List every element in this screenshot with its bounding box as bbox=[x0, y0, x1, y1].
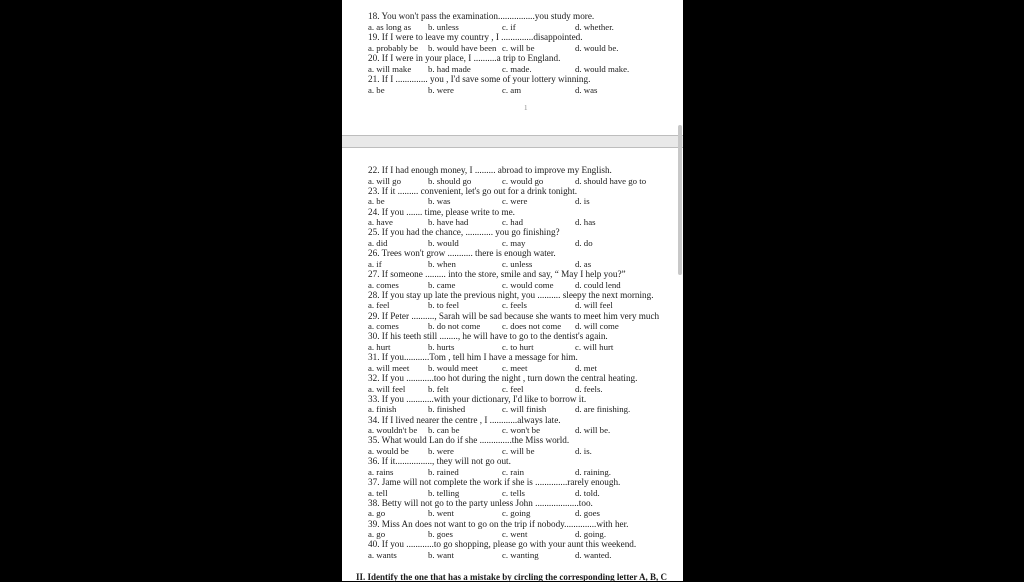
answer-option: b. unless bbox=[428, 21, 459, 32]
answer-option: c. rain bbox=[502, 466, 524, 477]
vertical-scrollbar-thumb[interactable] bbox=[678, 125, 682, 275]
question-text: 37. Jame will not complete the work if she is ..............rarely enough. bbox=[368, 477, 621, 487]
answer-option: a. finish bbox=[368, 404, 397, 415]
answer-option: b. would bbox=[428, 237, 459, 248]
answer-option: d. was bbox=[575, 84, 598, 95]
answer-option: b. to feel bbox=[428, 300, 460, 311]
page-number: 1 bbox=[524, 104, 528, 112]
answer-option: a. will feel bbox=[368, 383, 406, 394]
question-text: 36. If it................, they will not go out. bbox=[368, 456, 511, 467]
answer-option: d. going. bbox=[575, 529, 607, 540]
answer-option: c. to hurt bbox=[502, 341, 534, 352]
answer-option: b. went bbox=[428, 508, 454, 519]
question-text: 34. If I lived nearer the centre , I ............always late. bbox=[368, 414, 561, 425]
question-text: 30. If his teeth still ........, he will have to go to the dentist's again. bbox=[368, 331, 608, 342]
answer-option: d. do bbox=[575, 237, 593, 248]
question-text: 28. If you stay up late the previous night, you .......... sleepy the next morning. bbox=[368, 289, 654, 300]
answer-option: c. am bbox=[502, 84, 522, 95]
answer-option: d. told. bbox=[575, 487, 600, 498]
answer-option: a. go bbox=[368, 529, 386, 540]
answer-option: b. hurts bbox=[428, 341, 455, 352]
answer-option: b. when bbox=[428, 258, 456, 269]
question-text: 33. If you ............with your dictionary, I'd like to borrow it. bbox=[368, 393, 587, 404]
answer-option: d. wanted. bbox=[575, 549, 612, 560]
question-text: 26. Trees won't grow ........... there is enough water. bbox=[368, 248, 556, 259]
answer-option: b. came bbox=[428, 279, 456, 290]
answer-option: b. telling bbox=[428, 487, 460, 498]
answer-option: a. will go bbox=[368, 175, 401, 186]
answer-option: b. was bbox=[428, 196, 451, 207]
answer-option: a. have bbox=[368, 217, 393, 228]
answer-option: c. will be bbox=[502, 445, 535, 456]
page-separator bbox=[342, 135, 683, 148]
answer-option: a. feel bbox=[368, 300, 390, 311]
answer-option: b. want bbox=[428, 549, 454, 560]
answer-option: d. feels. bbox=[575, 383, 603, 394]
question-text: 29. If Peter .........., Sarah will be sad because she wants to meet him very much bbox=[368, 310, 660, 321]
answer-option: a. tell bbox=[368, 487, 388, 498]
document-page-1 bbox=[342, 0, 683, 135]
question-text: 18. You won't pass the examination................you study more. bbox=[368, 11, 595, 21]
answer-option: d. goes bbox=[575, 508, 600, 519]
answer-option: b. goes bbox=[428, 529, 453, 540]
answer-option: c. going bbox=[502, 508, 531, 519]
answer-option: c. made. bbox=[502, 63, 532, 74]
answer-option: c. won't be bbox=[502, 425, 540, 436]
answer-option: b. would meet bbox=[428, 362, 479, 373]
answer-option: a. as long as bbox=[368, 21, 411, 32]
answer-option: d. should have go to bbox=[575, 175, 647, 186]
answer-option: a. be bbox=[368, 196, 385, 207]
answer-option: a. will meet bbox=[368, 362, 410, 373]
question-text: 25. If you had the chance, ............ you go finishing? bbox=[368, 227, 560, 238]
answer-option: b. have had bbox=[428, 217, 469, 228]
answer-option: b. finished bbox=[428, 404, 466, 415]
question-text: 27. If someone ......... into the store, smile and say, “ May I help you?” bbox=[368, 269, 626, 279]
answer-option: b. rained bbox=[428, 466, 459, 477]
answer-option: d. met bbox=[575, 362, 597, 373]
question-text: 39. Miss An does not want to go on the trip if nobody..............with her. bbox=[368, 518, 629, 529]
answer-option: c. will hurt bbox=[575, 341, 614, 352]
question-text: 35. What would Lan do if she ..............the Miss world. bbox=[368, 435, 570, 446]
section-heading: II. Identify the one that has a mistake by circling the corresponding letter A, B, C bbox=[356, 572, 668, 582]
answer-option: c. tells bbox=[502, 487, 525, 498]
answer-option: a. would be bbox=[368, 445, 409, 456]
answer-option: a. comes bbox=[368, 279, 399, 290]
question-text: 32. If you ............too hot during the night , turn down the central heating. bbox=[368, 373, 638, 383]
answer-option: b. felt bbox=[428, 383, 449, 394]
answer-option: b. can be bbox=[428, 425, 460, 436]
answer-option: c. feels bbox=[502, 300, 527, 311]
question-text: 19. If I were to leave my country , I ..............disappointed. bbox=[368, 32, 583, 42]
answer-option: a. rains bbox=[368, 466, 394, 477]
answer-option: c. will finish bbox=[502, 404, 547, 415]
answer-option: d. could lend bbox=[575, 279, 621, 290]
answer-option: a. hurt bbox=[368, 341, 391, 352]
answer-option: c. will be bbox=[502, 42, 535, 53]
answer-option: d. whether. bbox=[575, 21, 614, 32]
answer-option: b. had made bbox=[428, 63, 471, 74]
answer-option: c. does not come bbox=[502, 321, 562, 332]
answer-option: b. would have been bbox=[428, 42, 497, 53]
answer-option: b. should go bbox=[428, 175, 472, 186]
answer-option: b. were bbox=[428, 445, 454, 456]
answer-option: a. wants bbox=[368, 549, 397, 560]
document-page-2 bbox=[342, 148, 683, 581]
answer-option: c. went bbox=[502, 529, 528, 540]
answer-option: a. will make bbox=[368, 63, 412, 74]
answer-option: d. would make. bbox=[575, 63, 630, 74]
answer-option: c. had bbox=[502, 217, 524, 228]
answer-option: c. wanting bbox=[502, 549, 539, 560]
answer-option: d. is. bbox=[575, 445, 592, 456]
answer-option: d. will come bbox=[575, 321, 619, 332]
answer-option: a. did bbox=[368, 237, 388, 248]
answer-option: d. will be. bbox=[575, 425, 611, 436]
answer-option: c. would come bbox=[502, 279, 554, 290]
answer-option: d. are finishing. bbox=[575, 404, 631, 415]
answer-option: d. is bbox=[575, 196, 590, 207]
answer-option: a. comes bbox=[368, 321, 399, 332]
answer-option: c. if bbox=[502, 21, 516, 32]
question-text: 21. If I .............. you , I'd save some of your lottery winning. bbox=[368, 74, 591, 84]
question-text: 38. Betty will not go to the party unless John ...................too. bbox=[368, 497, 593, 508]
answer-option: a. go bbox=[368, 508, 386, 519]
answer-option: d. has bbox=[575, 217, 596, 228]
answer-option: c. were bbox=[502, 196, 528, 207]
answer-option: d. would be. bbox=[575, 42, 619, 53]
answer-option: d. will feel bbox=[575, 300, 613, 311]
question-text: 40. If you ............to go shopping, please go with your aunt this weekend. bbox=[368, 539, 637, 550]
answer-option: b. were bbox=[428, 84, 454, 95]
question-text: 22. If I had enough money, I ......... abroad to improve my English. bbox=[368, 165, 612, 175]
answer-option: a. probably be bbox=[368, 42, 419, 53]
answer-option: a. if bbox=[368, 258, 382, 269]
answer-option: b. do not come bbox=[428, 321, 481, 332]
answer-option: c. unless bbox=[502, 258, 533, 269]
answer-option: d. raining. bbox=[575, 466, 611, 477]
answer-option: c. meet bbox=[502, 362, 528, 373]
question-text: 23. If it ......... convenient, let's go out for a drink tonight. bbox=[368, 185, 578, 196]
question-text: 31. If you...........Tom , tell him I have a message for him. bbox=[368, 352, 578, 363]
question-text: 20. If I were in your place, I ..........a trip to England. bbox=[368, 53, 561, 63]
answer-option: c. would go bbox=[502, 175, 544, 186]
answer-option: a. wouldn't be bbox=[368, 425, 418, 436]
question-text: 24. If you ....... time, please write to me. bbox=[368, 206, 515, 217]
answer-option: c. may bbox=[502, 237, 526, 248]
answer-option: d. as bbox=[575, 258, 592, 269]
answer-option: a. be bbox=[368, 84, 385, 95]
answer-option: c. feel bbox=[502, 383, 524, 394]
